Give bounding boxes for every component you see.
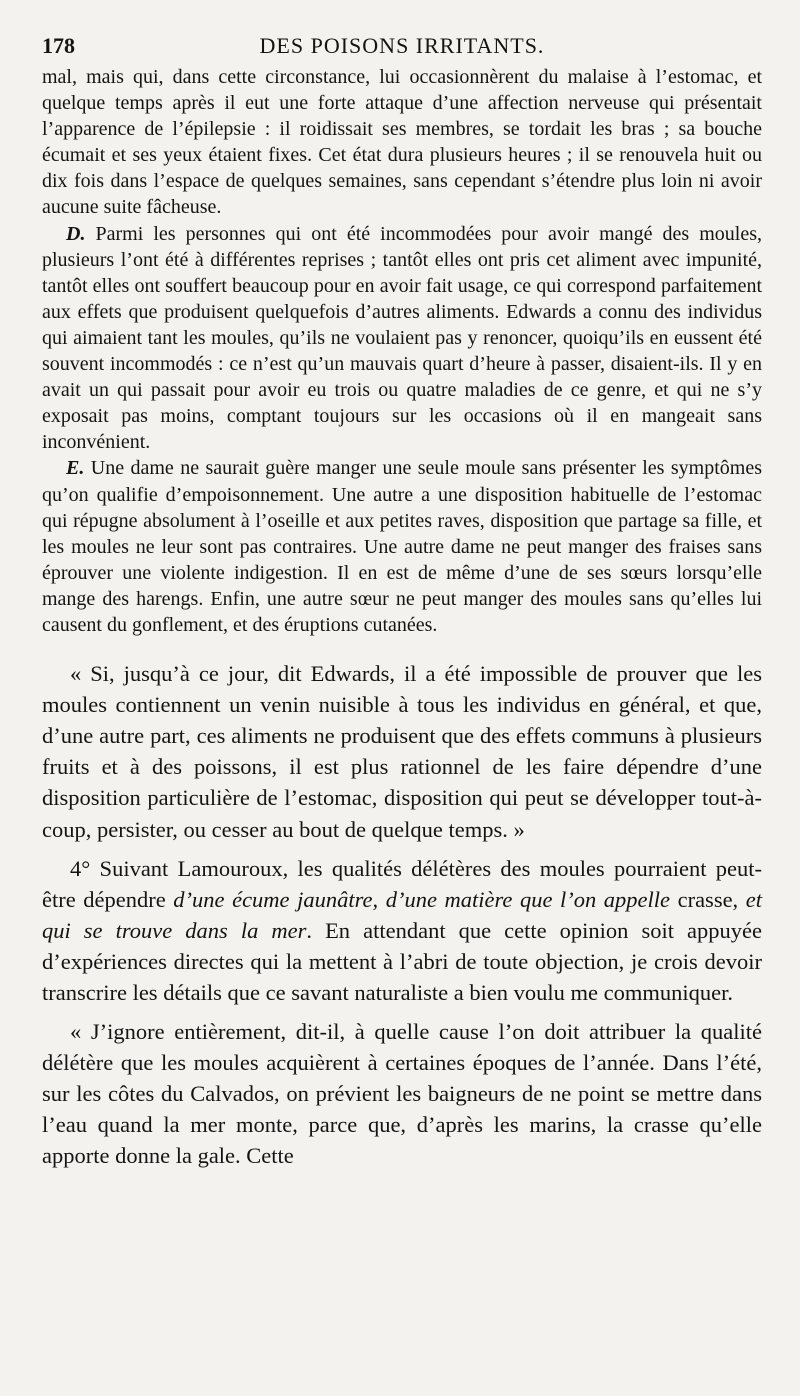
paragraph-edwards-quote: « Si, jusqu’à ce jour, dit Edwards, il a été impossible de prouver que les moules contiennent un venin nuisible à tous les individus en général, et que, d’une autre part, ces aliments ne produisent que des effets communs à plusieurs fruits et à des poissons, il est plus rationnel de les faire dépendre d’une disposition particulière de l’estomac, disposition qui peut se développer tout-à-coup, persister, ou cesser au bout de quelque temps. »: [42, 661, 762, 842]
case-d-text: Parmi les personnes qui ont été incommodées pour avoir mangé des moules, plusieurs l’ont été à différentes reprises ; tantôt elles ont pris cet aliment avec impunité, tantôt elles ont souffert beaucoup pour en avoir fait usage, ce qui correspond parfaitement aux effets que produisent quelquefois d’autres aliments. Edwards a connu des individus qui aimaient tant les moules, qu’ils ne voulaient pas y renoncer, quoiqu’ils en eussent été souvent incommodés : ce n’est qu’un mauvais quart d’heure à passer, disaient-ils. Il y en avait un qui passait pour avoir eu trois ou quatre maladies de ce genre, et qui ne s’y exposait pas moins, comptant toujours sur les occasions où il en mangeait sans inconvénient.: [42, 222, 762, 454]
paragraph-case-e: [42, 455, 762, 638]
running-title: DES POISONS IRRITANTS.: [259, 33, 545, 58]
case-d-label: D.: [66, 222, 86, 245]
body-text-section: [42, 658, 762, 1172]
case-e-label: E.: [66, 457, 85, 480]
paragraph-lamouroux: [42, 853, 762, 1008]
lamouroux-italic-1: d’une écume jaunâtre, d’une matière que l’on appelle: [173, 886, 671, 912]
lamouroux-text-start: 4° Suivant Lamouroux, les qualités délétères des moules pourraient peut-être dépendre: [42, 855, 762, 912]
small-print-section: [42, 64, 762, 638]
lamouroux-text-mid: crasse,: [670, 886, 746, 912]
running-head: [42, 28, 762, 64]
lamouroux-text-end: . En attendant que cette opinion soit appuyée d’expériences directes qui la mettent à l’abri de toute objection, je crois devoir transcrire les détails que ce savant naturaliste a bien voulu me communiquer.: [42, 917, 762, 1005]
paragraph-continuation: mal, mais qui, dans cette circonstance, lui occasionnèrent du malaise à l’estomac, et quelque temps après il eut une forte attaque d’une affection nerveuse qui présentait l’apparence de l’épilepsie : il roidissait ses membres, se tordait les bras ; sa bouche écumait et ses yeux étaient fixes. Cet état dura plusieurs heures ; il se renouvela huit ou dix fois dans l’espace de quelques semaines, sans cependant s’étendre plus loin ni avoir aucune suite fâcheuse.: [42, 66, 762, 219]
page-number: 178: [42, 33, 75, 58]
book-page: [42, 28, 762, 1172]
paragraph-case-d: [42, 221, 762, 456]
paragraph-lamouroux-quote: « J’ignore entièrement, dit-il, à quelle cause l’on doit attribuer la qualité délétère que les moules acquièrent à certaines époques de l’année. Dans l’été, sur les côtes du Calvados, on prévient les baigneurs de ne point se mettre dans l’eau quand la mer monte, parce que, d’après les marins, la crasse qu’elle apporte donne la gale. Cette: [42, 1019, 762, 1169]
lamouroux-italic-2: et qui se trouve dans la mer: [42, 886, 762, 943]
case-e-text: Une dame ne saurait guère manger une seule moule sans présenter les symptômes qu’on qualifie d’empoisonnement. Une autre a une disposition habituelle de l’estomac qui répugne absolument à l’oseille et aux petites raves, disposition que partage sa fille, et les moules ne leur sont pas contraires. Une autre dame ne peut manger des fraises sans éprouver une violente indigestion. Il en est de même d’une de ses sœurs lorsqu’elle mange des harengs. Enfin, une autre sœur ne peut manger des moules sans qu’elles lui causent du gonflement, et des éruptions cutanées.: [42, 457, 762, 636]
